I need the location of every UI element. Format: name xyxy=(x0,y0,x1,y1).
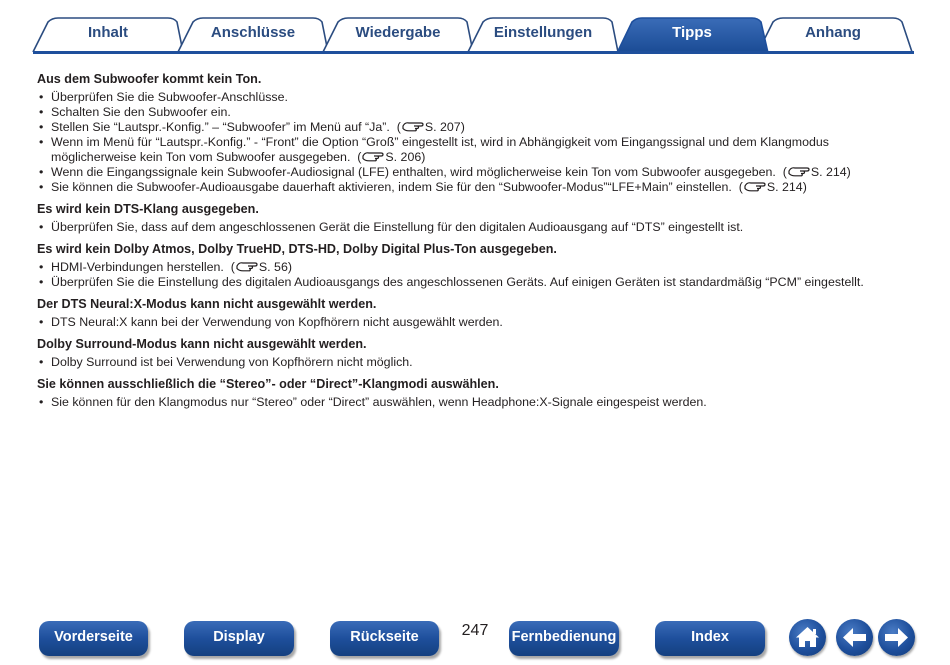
next-page-button[interactable] xyxy=(878,619,915,656)
bullet-item xyxy=(37,275,917,290)
page-reference-label: S. 214 xyxy=(766,180,803,194)
bullet-list xyxy=(37,355,917,370)
bullet-item xyxy=(37,90,917,105)
section-heading: Dolby Surround-Modus kann nicht ausgewählt werden. xyxy=(37,337,367,351)
page-reference-icon xyxy=(788,165,810,177)
bullet-item xyxy=(37,260,917,275)
bullet-item xyxy=(37,165,917,180)
troubleshooting-content xyxy=(37,71,917,416)
bullet-list xyxy=(37,315,917,330)
back-button[interactable]: Rückseite xyxy=(330,621,439,656)
display-button[interactable]: Display xyxy=(184,621,294,656)
bullet-item xyxy=(37,135,917,165)
page-reference-label: S. 214 xyxy=(810,165,847,179)
page-reference-label: S. 207 xyxy=(424,120,461,134)
page-reference-link[interactable]: ( S. 214) xyxy=(731,180,807,194)
page-reference-icon xyxy=(402,120,424,132)
index-button[interactable]: Index xyxy=(655,621,765,656)
bullet-text: Dolby Surround ist bei Verwendung von Kopfhörern nicht möglich. xyxy=(51,355,413,369)
tab-einstellungen[interactable]: Einstellungen xyxy=(493,24,593,41)
section-heading: Es wird kein DTS-Klang ausgegeben. xyxy=(37,202,259,216)
bullet-text: Schalten Sie den Subwoofer ein. xyxy=(51,105,231,119)
section-heading: Es wird kein Dolby Atmos, Dolby TrueHD, DTS-HD, Dolby Digital Plus-Ton ausgegeben. xyxy=(37,242,557,256)
tab-anhang[interactable]: Anhang xyxy=(805,24,861,41)
tab-tipps[interactable]: Tipps xyxy=(672,24,712,41)
bullet-text: DTS Neural:X kann bei der Verwendung von Kopfhörern nicht ausgewählt werden. xyxy=(51,315,503,329)
section-heading: Aus dem Subwoofer kommt kein Ton. xyxy=(37,72,262,86)
previous-page-button[interactable] xyxy=(836,619,873,656)
tab-anschlüsse[interactable]: Anschlüsse xyxy=(210,24,296,41)
section xyxy=(37,201,917,235)
section xyxy=(37,241,917,290)
page-reference-link[interactable]: ( S. 56) xyxy=(223,260,292,274)
bullet-text: Sie können für den Klangmodus nur “Stereo” oder “Direct” auswählen, wenn Headphone:X-Signale eingespeist werden. xyxy=(51,395,707,409)
bullet-text: Sie können die Subwoofer-Audioausgabe dauerhaft aktivieren, indem Sie für den “Subwoofer-Modus”“LFE+Main” einstellen. xyxy=(51,180,732,194)
page-reference-link[interactable]: ( S. 207) xyxy=(389,120,465,134)
bullet-item xyxy=(37,120,917,135)
home-button[interactable] xyxy=(789,619,826,656)
page-reference-link[interactable]: ( S. 206) xyxy=(350,150,426,164)
bullet-text: HDMI-Verbindungen herstellen. xyxy=(51,260,224,274)
bullet-text: Überprüfen Sie die Subwoofer-Anschlüsse. xyxy=(51,90,288,104)
bullet-list xyxy=(37,220,917,235)
page-reference-icon xyxy=(236,260,258,272)
page-reference-label: S. 56 xyxy=(258,260,288,274)
bullet-text: Stellen Sie “Lautspr.-Konfig.” – “Subwoofer” im Menü auf “Ja”. xyxy=(51,120,390,134)
section-heading: Sie können ausschließlich die “Stereo”- oder “Direct”-Klangmodi auswählen. xyxy=(37,377,499,391)
remote-button[interactable]: Fernbedienung xyxy=(509,621,619,656)
bullet-list xyxy=(37,260,917,290)
bullet-text: Überprüfen Sie die Einstellung des digitalen Audioausgangs des angeschlossenen Geräts. Auf einigen Geräten ist standardmäßig “PCM” eingestellt. xyxy=(51,275,864,289)
bullet-list xyxy=(37,395,917,410)
front-button[interactable]: Vorderseite xyxy=(39,621,148,656)
page-reference-link[interactable]: ( S. 214) xyxy=(775,165,851,179)
page-reference-icon xyxy=(362,150,384,162)
page-number: 247 xyxy=(461,622,489,639)
bullet-item xyxy=(37,315,917,330)
bullet-text: Wenn im Menü für “Lautspr.-Konfig.” - “Front” die Option “Groß” eingestellt ist, wird in Abhängigkeit vom Eingangssignal und dem Klangmodus möglicherweise kein Ton vom Subwoofer ausgegeben. xyxy=(51,135,829,164)
bullet-item xyxy=(37,180,917,195)
tab-wiedergabe[interactable]: Wiedergabe xyxy=(355,24,441,41)
bullet-item xyxy=(37,220,917,235)
bullet-item xyxy=(37,395,917,410)
bullet-text: Wenn die Eingangssignale kein Subwoofer-Audiosignal (LFE) enthalten, wird möglicherweise kein Ton vom Subwoofer ausgegeben. xyxy=(51,165,776,179)
arrow-right-icon xyxy=(878,619,915,656)
page-reference-label: S. 206 xyxy=(385,150,422,164)
tab-inhalt[interactable]: Inhalt xyxy=(88,24,128,41)
bullet-list xyxy=(37,90,917,195)
section xyxy=(37,71,917,195)
section xyxy=(37,296,917,330)
page-reference-icon xyxy=(744,180,766,192)
home-icon xyxy=(789,619,826,656)
section-heading: Der DTS Neural:X-Modus kann nicht ausgewählt werden. xyxy=(37,297,377,311)
section xyxy=(37,376,917,410)
bullet-text: Überprüfen Sie, dass auf dem angeschlossenen Gerät die Einstellung für den digitalen Audioausgang auf “DTS” eingestellt ist. xyxy=(51,220,744,234)
bullet-item xyxy=(37,355,917,370)
section xyxy=(37,336,917,370)
arrow-left-icon xyxy=(836,619,873,656)
tab-bar xyxy=(0,0,950,60)
bullet-item xyxy=(37,105,917,120)
